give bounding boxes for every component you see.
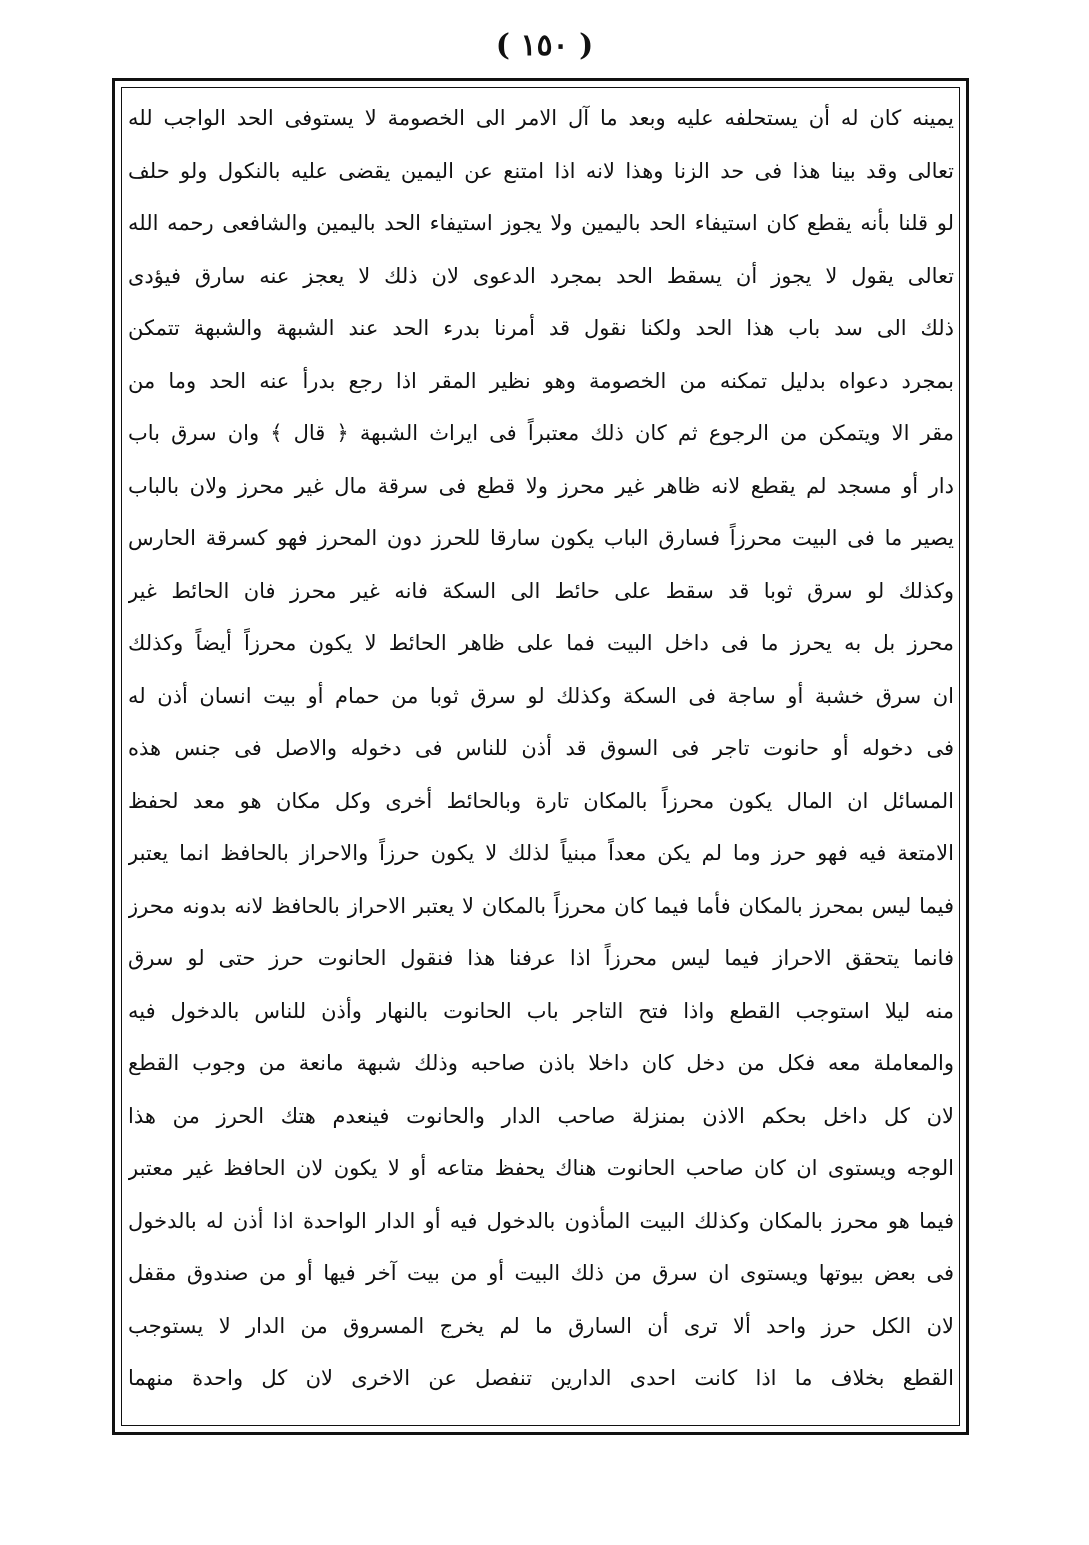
text-line: لان كل داخل بحكم الاذن بمنزلة صاحب الدار والحانوت فينعدم هتك الحرز من هذا (128, 1103, 954, 1128)
text-line: محرز بل به يحرز ما فى داخل البيت فما على ظاهر الحائط لا يكون محرزاً أيضاً وكذلك (128, 631, 954, 655)
text-line: الامتعة فيه فهو حرز وما لم يكن معداً مبنياً لذلك لا يكون حرزاً والاحراز بالحافظ انما يعتبر (128, 841, 954, 865)
text-line: فيما هو محرز بالمكان وكذلك البيت المأذون بالدخول فيه أو الدار الواحدة اذا أذن له بالدخول (128, 1208, 954, 1233)
text-line: فيما ليس بمحرز بالمكان فأما فيما كان محرزاً بالمكان لا يعتبر الاحراز بالحافظ لانه بدونه محرز (128, 893, 954, 918)
text-line: ان سرق خشبة أو ساجة فى السكة وكذلك لو سرق ثوبا من حمام أو بيت انسان أذن له (128, 683, 954, 708)
text-line: المسائل ان المال يكون محرزاً بالمكان تارة وبالحائط أخرى وكل مكان هو معد لحفظ (128, 788, 954, 813)
text-line: ذلك الى سد باب هذا الحد ولكنا نقول قد أمرنا بدرء الحد عند الشبهة والشبهة تتمكن (128, 316, 954, 340)
page-number: ( ١٥٠ ) (495, 28, 594, 63)
text-line: فانما يتحقق الاحراز فيما ليس محرزاً اذا عرفنا هذا فنقول الحانوت حرز حتى لو سرق (128, 946, 954, 970)
text-line: الوجه ويستوى ان كان صاحب الحانوت هناك يحفظ متاعه أو لا يكون لان الحافظ غير معتبر (128, 1156, 954, 1180)
text-line: تعالى وقد بينا هذا فى حد الزنا وهذا لانه اذا امتنع عن اليمين يقضى عليه بالنكول ولو حلف (128, 158, 954, 183)
text-line: مقر الا ويتمكن من الرجوع ثم كان ذلك معتبراً فى ايراث الشبهة ﴿ قال ﴾ وان سرق باب (128, 421, 954, 445)
text-line: وكذلك لو سرق ثوبا قد سقط على حائط الى السكة فانه غير محرز فان الحائط غير (128, 578, 954, 603)
text-line: يصير ما فى البيت محرزاً فسارق الباب يكون سارقا للحرز دون المحرز فهو كسرقة الحارس (128, 526, 954, 550)
text-line: والمعاملة معه فكل من دخل كان داخلا باذن صاحبه وذلك شبهة مانعة من وجوب القطع (128, 1051, 954, 1075)
text-line: تعالى يقول لا يجوز أن يسقط الحد بمجرد الدعوى لان ذلك لا يعجز عنه سارق فيؤدى (128, 263, 954, 288)
text-line: لان الكل حرز واحد ألا ترى أن السارق ما لم يخرج المسروق من الدار لا يستوجب (128, 1313, 954, 1338)
text-line: يمينه كان له أن يستحلفه عليه وبعد ما آل الامر الى الخصومة لا يستوفى الحد الواجب لله (128, 106, 954, 130)
text-line: بمجرد دعواه بدليل تمكنه من الخصومة وهو نظير المقر اذا رجع بدرأ عنه الحد وما من (128, 368, 954, 393)
text-line: فى دخوله أو حانوت تاجر فى السوق قد أذن للناس فى دخوله والاصل فى جنس هذه (128, 736, 954, 760)
text-line: لو قلنا بأنه يقطع كان استيفاء الحد باليمين ولا يجوز استيفاء الحد باليمين والشافعى رحمه الله (128, 211, 954, 235)
text-line: دار أو مسجد لم يقطع لانه ظاهر غير محرز ولا قطع فى سرقة مال غير محرز ولان بالباب (128, 473, 954, 498)
text-line: منه ليلا استوجب القطع واذا فتح التاجر باب الحانوت بالنهار وأذن للناس بالدخول فيه (128, 998, 954, 1023)
text-line: فى بعض بيوتها ويستوى ان سرق من ذلك البيت أو من بيت آخر فيها أو من صندوق مقفل (128, 1261, 954, 1285)
text-line: القطع بخلاف ما اذا كانت احدى الدارين تنفصل عن الاخرى لان كل واحدة منهما (128, 1366, 954, 1390)
body-text (128, 92, 954, 1405)
